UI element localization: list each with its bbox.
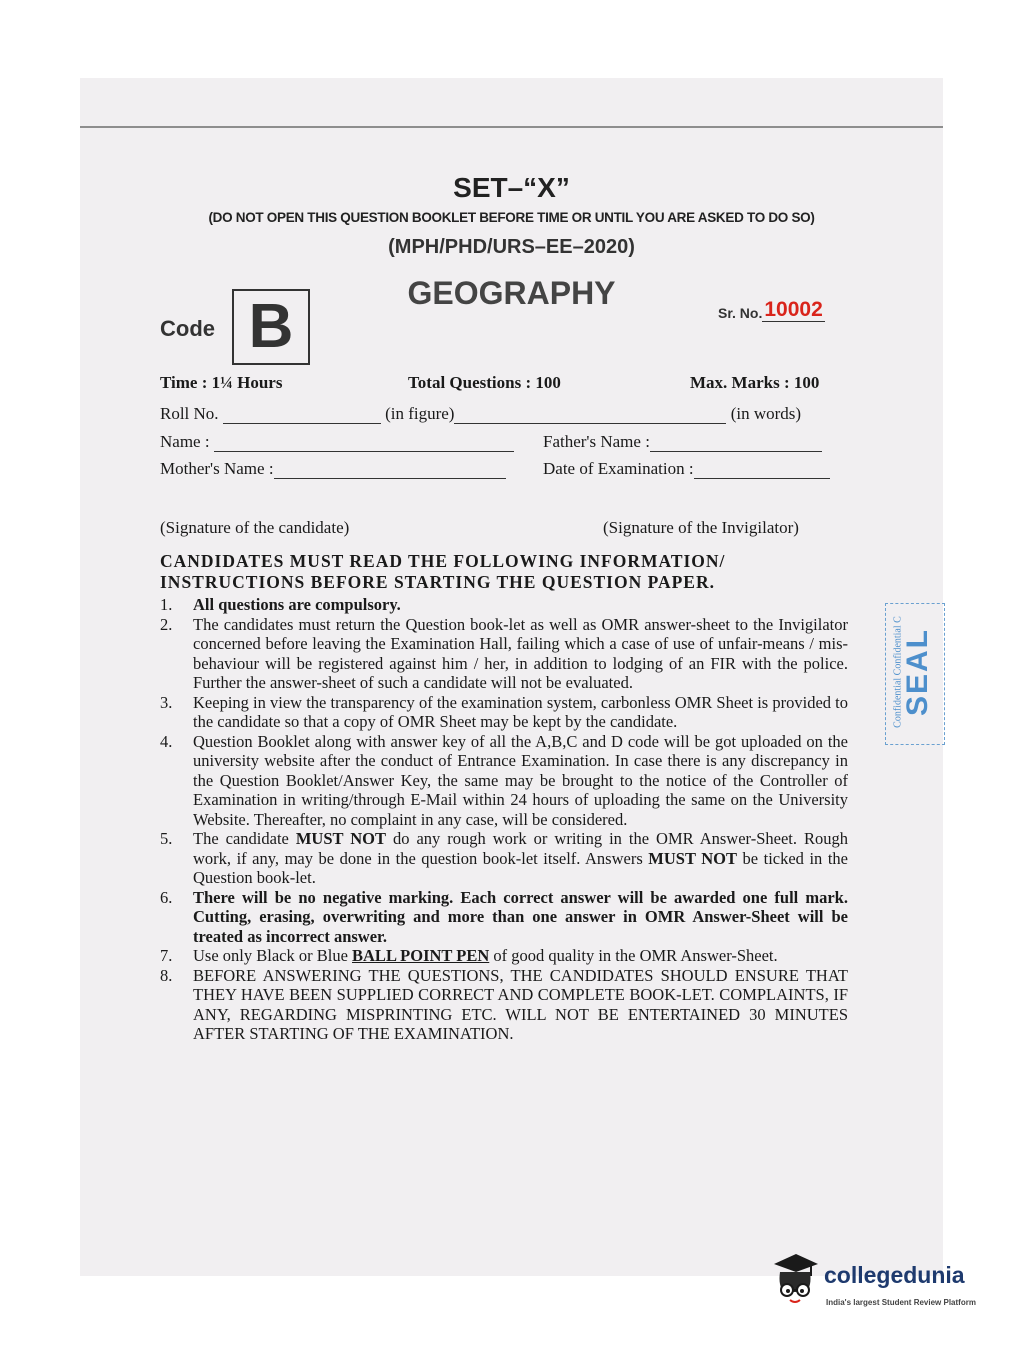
brand-name: collegedunia [824,1262,965,1288]
candidate-signature: (Signature of the candidate) [160,518,350,537]
item-text: There will be no negative marking. Each correct answer will be awarded one full mark. Cutting, erasing, overwriting and more than one answer in OMR Answer-Sheet will be treated as incorrect answer. [193,887,848,946]
max-marks: Max. Marks : 100 [690,373,820,392]
fathers-name-line [650,435,822,452]
name-label: Name : [160,432,210,451]
fathers-name-label: Father's Name : [543,432,650,451]
confidential-seal-sub: Confidential Confidential C [892,616,904,728]
item-emphasis: MUST NOT [648,848,737,868]
brand-tagline: India's largest Student Review Platform [826,1298,976,1307]
roll-no-label: Roll No. [160,404,219,423]
mothers-name-label: Mother's Name : [160,459,274,478]
subject-title: GEOGRAPHY [407,275,616,311]
booklet-warning: (DO NOT OPEN THIS QUESTION BOOKLET BEFORE TIME OR UNTIL YOU ARE ASKED TO DO SO) [208,210,815,225]
in-words-label: (in words) [730,404,802,423]
item-number: 2. [160,614,173,634]
code-label: Code [160,316,215,341]
instruction-item [160,888,848,947]
item-number: 4. [160,731,173,751]
code-box: B [232,289,310,365]
instruction-item [160,615,848,693]
mothers-name-row [160,459,506,479]
item-number: 3. [160,692,173,712]
time-info: Time : 1¼ Hours [160,373,283,392]
name-row [160,432,514,452]
item-text: All questions are compulsory. [193,595,401,614]
item-text-part: Use only Black or Blue [193,946,353,965]
item-text-part: be ticked in the Question book-let. [193,848,848,887]
instruction-item [160,595,848,615]
set-title: SET–“X” [453,172,570,203]
item-emphasis: MUST NOT [295,829,386,848]
item-text-part: of good quality in the OMR Answer-Sheet. [489,946,778,965]
mothers-name-line [274,462,506,479]
invigilator-signature: (Signature of the Invigilator) [603,518,799,537]
serial-label: Sr. No. [718,305,763,321]
item-text [193,829,848,888]
total-questions: Total Questions : 100 [408,373,561,392]
item-emphasis: BALL POINT PEN [352,946,490,965]
page-edge-line [80,126,943,128]
in-figure-label: (in figure) [385,404,455,423]
instruction-item [160,693,848,732]
instruction-list [160,595,848,1044]
instruction-item [160,966,848,1044]
item-text: Question Booklet along with answer key of all the A,B,C and D code will be got uploaded on the university website after the conduct of Entrance Examination. In case there is any discrepancy in the Question Booklet/Answer Key, the same may be brought to the notice of the Controller of Examination in writing/through E-Mail within 24 hours of uploading the same on the University Website. Thereafter, no complaint in any case, will be considered. [193,731,848,829]
serial-number [718,300,825,324]
serial-value: 10002 [764,298,823,321]
instruction-item [160,829,848,888]
mascot-icon [770,1250,820,1306]
item-number: 7. [160,946,173,965]
instruction-item [160,732,848,830]
confidential-seal: SEAL [901,627,934,717]
exam-name: (MPH/PHD/URS–EE–2020) [388,236,635,258]
name-line [214,435,514,452]
item-number: 8. [160,965,173,985]
item-number: 5. [160,829,173,848]
item-text: Keeping in view the transparency of the examination system, carbonless OMR Sheet is provided to the candidate so that a copy of OMR Sheet may be kept by the candidate. [193,692,848,731]
roll-words-line [454,407,726,424]
item-text: BEFORE ANSWERING THE QUESTIONS, THE CANDIDATES SHOULD ENSURE THAT THEY HAVE BEEN SUPPLIED CORRECT AND COMPLETE BOOK-LET. COMPLAINTS, IF ANY, REGARDING MISPRINTING ETC. WILL NOT BE ENTERTAINED 30 MINUTES AFTER STARTING OF THE EXAMINATION. [193,965,848,1043]
item-text-part: do any rough work or writing in the OMR Answer-Sheet. Rough work, if any, may be done in the question book-let itself. Answers [193,829,848,868]
item-text [193,946,848,966]
instructions-heading: CANDIDATES MUST READ THE FOLLOWING INFORMATION/ INSTRUCTIONS BEFORE STARTING THE QUESTION PAPER. [160,551,726,592]
roll-no-line [223,407,381,424]
item-text: The candidates must return the Question book-let as well as OMR answer-sheet to the Invigilator concerned before leaving the Examination Hall, failing which a case of use of unfair-means / mis-behaviour will be registered against him / her, in addition to lodging of an FIR with the police. Further the answer-sheet of such a candidate will not be evaluated. [193,614,848,692]
roll-no-row [160,404,801,424]
instruction-item [160,946,848,966]
item-text-part: The candidate [193,829,296,848]
item-number: 1. [160,595,173,614]
item-number: 6. [160,887,173,907]
exam-date-line [694,462,830,479]
fathers-name-row [543,432,822,452]
exam-date-row [543,459,830,479]
exam-date-label: Date of Examination : [543,459,694,478]
